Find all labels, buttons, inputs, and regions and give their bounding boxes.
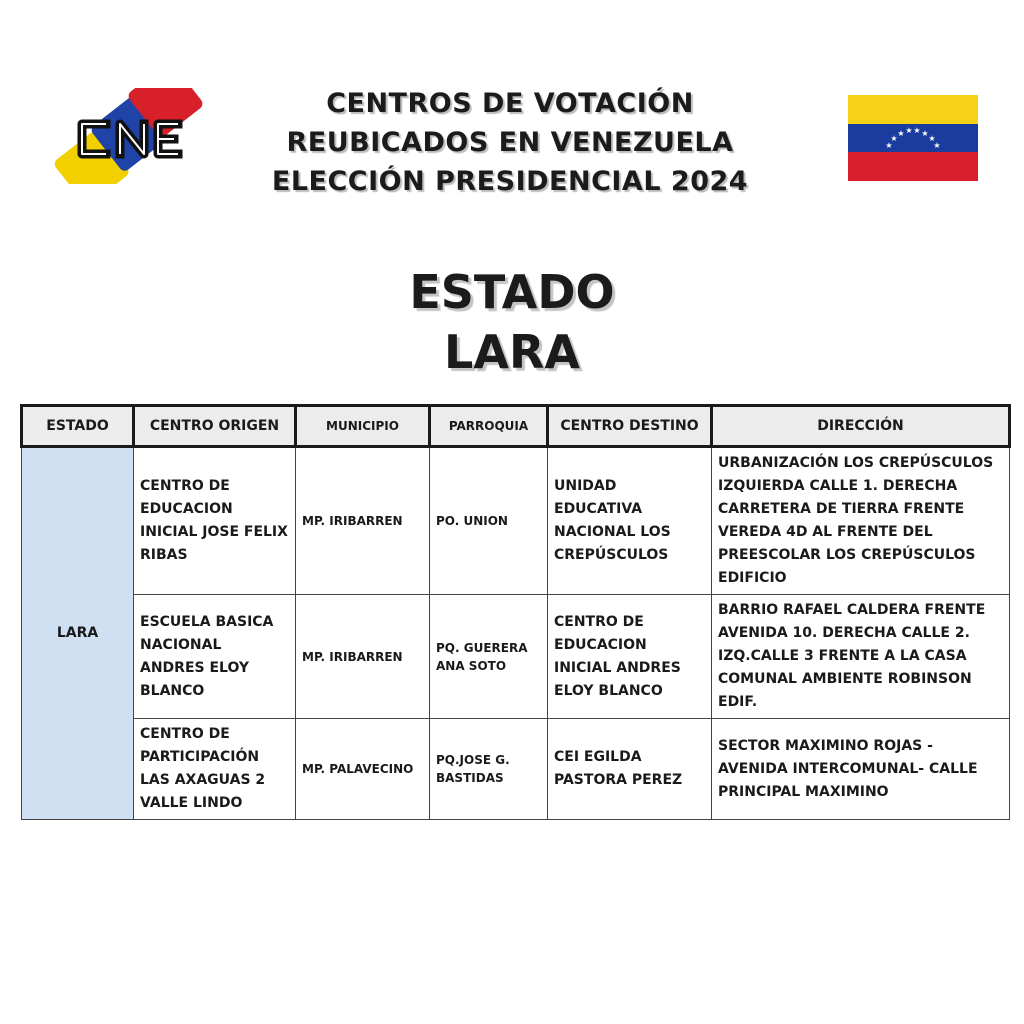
header-centro-origen: CENTRO ORIGEN xyxy=(134,406,296,447)
state-heading-line-2: LARA xyxy=(444,325,580,379)
svg-text:★: ★ xyxy=(885,141,893,150)
svg-text:★: ★ xyxy=(933,141,941,150)
centro-destino-cell: CEI EGILDA PASTORA PEREZ xyxy=(548,719,712,820)
state-heading-line-1: ESTADO xyxy=(409,265,615,319)
cne-logo xyxy=(44,88,214,184)
parroquia-cell: PQ. GUERERA ANA SOTO xyxy=(430,595,548,719)
centro-origen-cell: CENTRO DE EDUCACION INICIAL JOSE FELIX RIBAS xyxy=(134,447,296,595)
header-centro-destino: CENTRO DESTINO xyxy=(548,406,712,447)
svg-text:★: ★ xyxy=(905,126,913,135)
centro-destino-cell: UNIDAD EDUCATIVA NACIONAL LOS CREPÚSCULOS xyxy=(548,447,712,595)
venezuela-flag-icon xyxy=(848,95,978,181)
svg-text:★: ★ xyxy=(890,134,898,143)
svg-text:★: ★ xyxy=(921,129,929,138)
table-header-row xyxy=(22,406,1010,447)
centro-origen-cell: ESCUELA BASICA NACIONAL ANDRES ELOY BLANCO xyxy=(134,595,296,719)
direccion-cell: BARRIO RAFAEL CALDERA FRENTE AVENIDA 10. DERECHA CALLE 2. IZQ.CALLE 3 FRENTE A LA CASA COMUNAL AMBIENTE ROBINSON EDIF. xyxy=(712,595,1010,719)
direccion-cell: URBANIZACIÓN LOS CREPÚSCULOS IZQUIERDA CALLE 1. DERECHA CARRETERA DE TIERRA FRENTE VEREDA 4D AL FRENTE DEL PREESCOLAR LOS CREPÚSCULOS EDIFICIO xyxy=(712,447,1010,595)
svg-text:★: ★ xyxy=(913,126,921,135)
table-row xyxy=(22,595,1010,719)
centro-destino-cell: CENTRO DE EDUCACION INICIAL ANDRES ELOY BLANCO xyxy=(548,595,712,719)
estado-cell: LARA xyxy=(22,447,134,820)
title-line-3: ELECCIÓN PRESIDENCIAL 2024 xyxy=(271,166,749,197)
svg-text:★: ★ xyxy=(928,134,936,143)
state-heading xyxy=(0,262,1024,382)
header-estado: ESTADO xyxy=(22,406,134,447)
header-municipio: MUNICIPIO xyxy=(296,406,430,447)
svg-text:★: ★ xyxy=(897,129,905,138)
title-line-1: CENTROS DE VOTACIÓN xyxy=(326,88,694,119)
centro-origen-cell: CENTRO DE PARTICIPACIÓN LAS AXAGUAS 2 VALLE LINDO xyxy=(134,719,296,820)
header-parroquia: PARROQUIA xyxy=(430,406,548,447)
parroquia-cell: PQ.JOSE G. BASTIDAS xyxy=(430,719,548,820)
parroquia-cell: PO. UNION xyxy=(430,447,548,595)
table-row xyxy=(22,719,1010,820)
table-row xyxy=(22,447,1010,595)
title-line-2: REUBICADOS EN VENEZUELA xyxy=(286,127,734,158)
municipio-cell: MP. IRIBARREN xyxy=(296,595,430,719)
relocated-centers-table xyxy=(20,404,1011,820)
municipio-cell: MP. IRIBARREN xyxy=(296,447,430,595)
direccion-cell: SECTOR MAXIMINO ROJAS - AVENIDA INTERCOMUNAL- CALLE PRINCIPAL MAXIMINO xyxy=(712,719,1010,820)
document-title xyxy=(230,84,790,201)
header-direccion: DIRECCIÓN xyxy=(712,406,1010,447)
municipio-cell: MP. PALAVECINO xyxy=(296,719,430,820)
